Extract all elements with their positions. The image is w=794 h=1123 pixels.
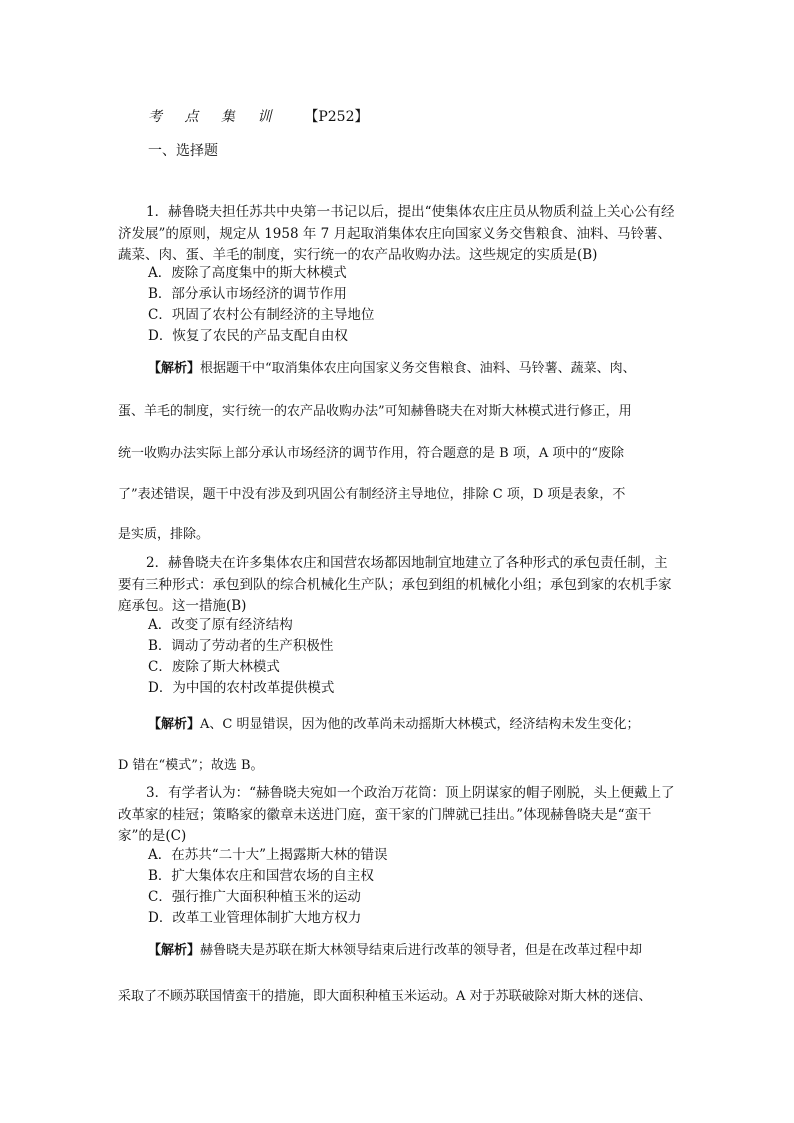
question-3-option-a: A．在苏共“二十大”上揭露斯大林的错误 [148,847,388,863]
question-1-analysis-line-3: 统一收购办法实际上部分承认市场经济的调节作用，符合题意的是 B 项，A 项中的“废除 [118,446,624,461]
question-1-analysis-line-4: 了”表述错误，题干中没有涉及到巩固公有制经济主导地位，排除 C 项，D 项是表象，不 [118,487,626,502]
question-1-analysis-line-2: 蛋、羊毛的制度，实行统一的农产品收购办法”可知赫鲁晓夫在对斯大林模式进行修正，用 [118,404,632,419]
question-3-option-d: D．改革工业管理体制扩大地方权力 [148,910,362,926]
section-title: 一、选择题 [148,143,218,159]
question-3-analysis-line-1: 【解析】赫鲁晓夫是苏联在斯大林领导结束后进行改革的领导者，但是在改革过程中却 [148,943,643,958]
question-1-analysis-line-1: 【解析】根据题干中“取消集体农庄向国家义务交售粮食、油料、马铃薯、蔬菜、肉、 [148,361,636,376]
question-2-option-b: B．调动了劳动者的生产积极性 [148,638,334,654]
question-1-analysis-line-5: 是实质，排除。 [118,527,210,542]
analysis-tag: 【解析】 [148,361,201,376]
page-reference: 【P252】 [304,109,369,125]
section-label: 考 点 集 训 [148,109,281,125]
question-1-option-c: C．巩固了农村公有制经济的主导地位 [148,307,375,323]
question-3-stem: 3．有学者认为：“赫鲁晓夫宛如一个政治万花筒：顶上阴谋家的帽子刚脱，头上便戴上了改革家的桂冠；策略家的徽章未送进门庭，蛮干家的门牌就已挂出。”体现赫鲁晓夫是“蛮干家”的是(C) [118,785,675,844]
question-2-analysis-line-2: D 错在“模式”；故选 B。 [118,758,264,773]
question-3-option-c: C．强行推广大面积种植玉米的运动 [148,889,361,905]
analysis-tag: 【解析】 [148,943,201,958]
question-3-option-b: B．扩大集体农庄和国营农场的自主权 [148,868,374,884]
question-2-option-d: D．为中国的农村改革提供模式 [148,680,335,696]
question-1-stem: 1．赫鲁晓夫担任苏共中央第一书记以后，提出“使集体农庄庄员从物质利益上关心公有经济发展”的原则，规定从 1958 年 7 月起取消集体农庄向国家义务交售粮食、油料、马铃薯、蔬菜、肉、蛋、羊毛的制度，实行统一的农产品收购办法。这些规定的实质是(B) [118,204,675,263]
question-2-option-c: C．废除了斯大林模式 [148,659,280,675]
analysis-tag: 【解析】 [148,717,201,732]
question-1-option-d: D．恢复了农民的产品支配自由权 [148,328,348,344]
question-2-analysis-line-1: 【解析】A、C 明显错误，因为他的改革尚未动摇斯大林模式，经济结构未发生变化； [148,717,640,732]
question-3-analysis-line-2: 采取了不顾苏联国情蛮干的措施，即大面积种植玉米运动。A 对于苏联破除对斯大林的迷信、 [118,989,652,1004]
question-2-option-a: A．改变了原有经济结构 [148,617,293,633]
question-1-option-b: B．部分承认市场经济的调节作用 [148,286,347,302]
question-1-option-a: A．废除了高度集中的斯大林模式 [148,265,347,281]
question-2-stem: 2．赫鲁晓夫在许多集体农庄和国营农场都因地制宜地建立了各种形式的承包责任制，主要有三种形式：承包到队的综合机械化生产队；承包到组的机械化小组；承包到家的农机手家庭承包。这一措施(B) [118,555,672,614]
page-header [148,106,369,126]
